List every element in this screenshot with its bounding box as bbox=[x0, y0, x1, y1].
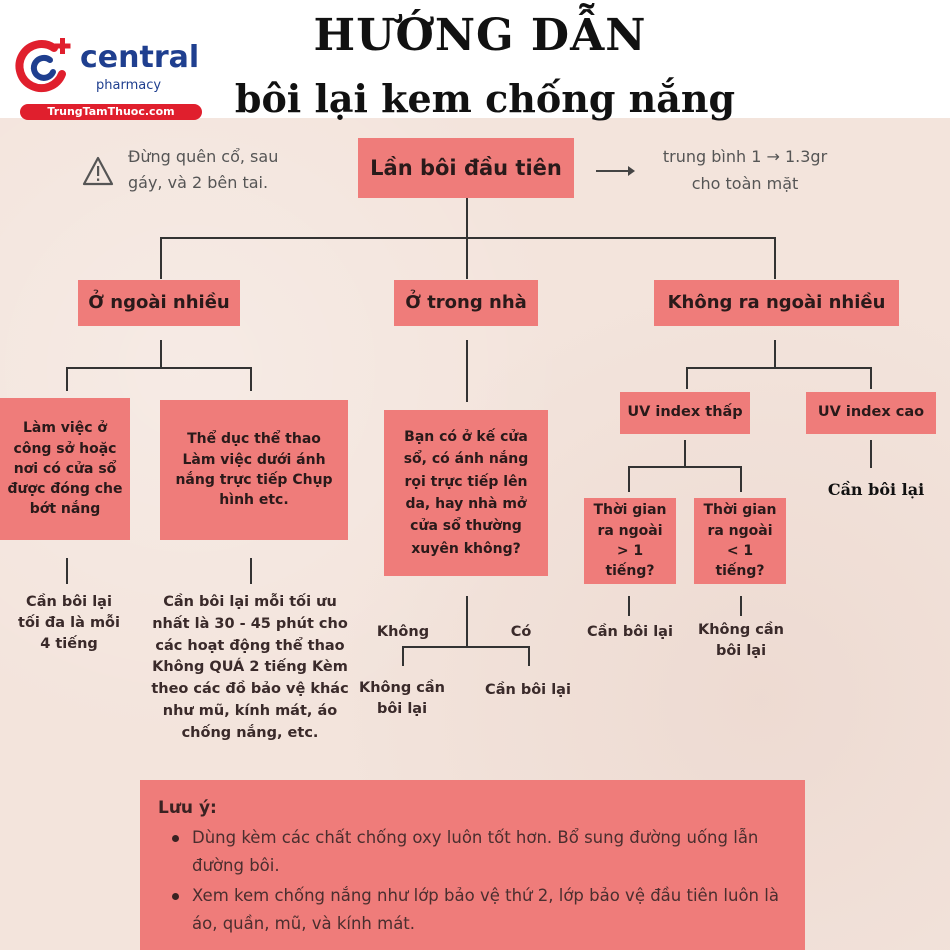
connector bbox=[250, 558, 252, 584]
warning-triangle-icon bbox=[82, 156, 114, 186]
connector bbox=[466, 340, 468, 402]
connector bbox=[160, 340, 162, 368]
amount-line-2: cho toàn mặt bbox=[691, 174, 799, 193]
warning-text: Đừng quên cổ, sau gáy, và 2 bên tai. bbox=[128, 147, 279, 193]
branch-outdoor: Ở ngoài nhiều bbox=[78, 280, 240, 326]
sport-box: Thể dục thể thao Làm việc dưới ánh nắng trực tiếp Chụp hình etc. bbox=[160, 400, 348, 540]
connector bbox=[66, 367, 68, 391]
uv-high-box: UV index cao bbox=[806, 392, 936, 434]
connector bbox=[402, 646, 530, 648]
connector bbox=[466, 237, 468, 279]
connector bbox=[740, 466, 742, 492]
note-item: Dùng kèm các chất chống oxy luôn tốt hơn. Bổ sung đường uống lẫn đường bôi. bbox=[158, 824, 787, 880]
logo-url-badge: TrungTamThuoc.com bbox=[20, 104, 202, 120]
indoor-no-result: Không cần bôi lại bbox=[359, 680, 445, 718]
indoor-no-label: Không bbox=[376, 624, 430, 640]
connector bbox=[66, 367, 252, 369]
connector bbox=[528, 646, 530, 666]
arrow-right-icon bbox=[596, 165, 636, 177]
connector bbox=[402, 646, 404, 666]
sport-result: Cần bôi lại mỗi tối ưu nhất là 30 - 45 phút cho các hoạt động thể thao Không QUÁ 2 tiếng Kèm theo các đồ bảo vệ khác như mũ, kính mát, áo chống nắng, etc. bbox=[151, 594, 349, 741]
connector bbox=[774, 237, 776, 279]
over-1h-result: Cần bôi lại bbox=[587, 624, 673, 640]
note-item: Xem kem chống nắng như lớp bảo vệ thứ 2, lớp bảo vệ đầu tiên luôn là áo, quần, mũ, và kính mát. bbox=[158, 882, 787, 938]
page-title: HƯỚNG DẪN bbox=[313, 10, 647, 61]
branch-not-out: Không ra ngoài nhiều bbox=[654, 280, 899, 326]
connector bbox=[160, 237, 162, 279]
root-box: Lần bôi đầu tiên bbox=[358, 138, 574, 198]
note-title: Lưu ý: bbox=[158, 798, 217, 818]
note-box bbox=[140, 780, 805, 950]
connector bbox=[686, 367, 872, 369]
under-1h-box: Thời gian ra ngoài < 1 tiếng? bbox=[694, 498, 786, 584]
connector bbox=[628, 466, 630, 492]
indoor-yes-label: Có bbox=[510, 624, 532, 640]
connector bbox=[628, 466, 742, 468]
connector bbox=[740, 596, 742, 616]
logo-subtitle: pharmacy bbox=[96, 78, 162, 93]
under-1h-result: Không cần bôi lại bbox=[698, 622, 784, 660]
page-subtitle: bôi lại kem chống nắng bbox=[234, 76, 736, 121]
connector bbox=[684, 440, 686, 466]
indoor-question-box: Bạn có ở kế cửa sổ, có ánh nắng rọi trực tiếp lên da, hay nhà mở cửa sổ thường xuyên không? bbox=[384, 410, 548, 576]
connector bbox=[466, 596, 468, 646]
connector bbox=[250, 367, 252, 391]
uv-high-result: Cần bôi lại bbox=[827, 480, 925, 499]
office-result: Cần bôi lại tối đa là mỗi 4 tiếng bbox=[18, 594, 120, 653]
pharmacy-logo-icon bbox=[10, 34, 76, 100]
connector bbox=[66, 558, 68, 584]
note-list bbox=[158, 824, 787, 938]
connector bbox=[774, 340, 776, 368]
connector bbox=[870, 440, 872, 468]
branch-indoor: Ở trong nhà bbox=[394, 280, 538, 326]
amount-line-1: trung bình 1 → 1.3gr bbox=[662, 147, 828, 166]
uv-low-box: UV index thấp bbox=[620, 392, 750, 434]
connector bbox=[686, 367, 688, 389]
over-1h-box: Thời gian ra ngoài > 1 tiếng? bbox=[584, 498, 676, 584]
connector bbox=[628, 596, 630, 616]
office-box: Làm việc ở công sở hoặc nơi có cửa sổ được đóng che bớt nắng bbox=[0, 398, 130, 540]
connector bbox=[466, 198, 468, 238]
indoor-yes-result: Cần bôi lại bbox=[485, 682, 571, 698]
connector bbox=[870, 367, 872, 389]
brand-logo bbox=[10, 34, 200, 120]
logo-name: central bbox=[80, 40, 200, 75]
